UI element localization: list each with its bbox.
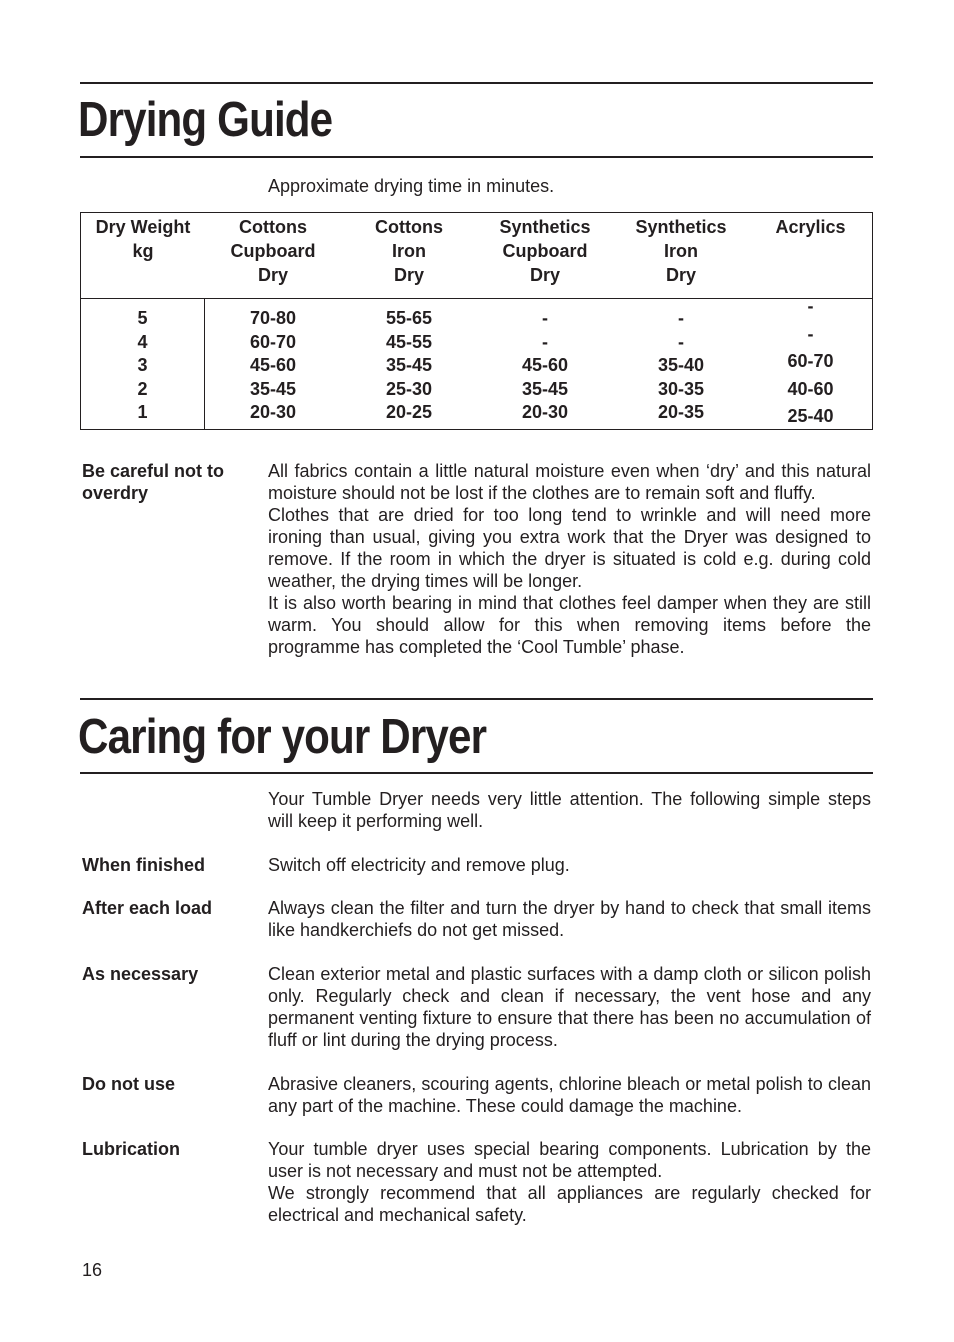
care-item-as-necessary: [80, 963, 873, 1051]
column-synthetics-cupboard: - - 45-60 35-45 20-30: [521, 308, 569, 423]
header-cottons-cupboard: Cottons Cupboard Dry: [205, 213, 341, 299]
column-cottons-iron: 55-65 45-55 35-45 25-30 20-25: [385, 308, 433, 423]
caring-title-underline: [80, 772, 873, 774]
care-item-when-finished: [80, 854, 873, 876]
caring-title: Caring for your Dryer: [78, 710, 487, 764]
header-dry-weight: Dry Weight kg: [81, 213, 205, 299]
care-item-label: As necessary: [82, 964, 199, 984]
care-item-label: Do not use: [82, 1074, 175, 1094]
care-item-after-each-load: [80, 897, 873, 941]
section-rule: [80, 698, 873, 700]
care-item-text: Your tumble dryer uses special bearing components. Lubrication by the user is not necessary and must not be attempted. We strongly recommend that all appliances are regularly checked for electrical and mechanical safety.: [268, 1139, 871, 1225]
care-item-label: Lubrication: [82, 1139, 180, 1159]
overdry-section: [80, 460, 873, 658]
overdry-text: All fabrics contain a little natural moisture even when ‘dry’ and this natural moisture should not be lost if the clothes are to remain soft and fluffy. Clothes that are dried for too long tend to wrinkle and will need more ironing than usual, giving you extra work that the Dryer was designed to remove. If the room in which the dryer is situated is cold e.g. during cold weather, the drying times will be longer. It is also worth bearing in mind that clothes feel damper when they are still warm. You should allow for this when removing items before the programme has completed the ‘Cool Tumble’ phase.: [268, 461, 871, 657]
care-item-lubrication: [80, 1138, 873, 1226]
top-rule: [80, 82, 873, 84]
header-synthetics-iron: Synthetics Iron Dry: [613, 213, 749, 299]
drying-guide-title: Drying Guide: [78, 93, 333, 147]
table-caption: Approximate drying time in minutes.: [268, 176, 555, 196]
care-item-text: Switch off electricity and remove plug.: [268, 855, 570, 875]
care-item-text: Clean exterior metal and plastic surfaces with a damp cloth or silicon polish only. Regularly check and clean if necessary, the vent hose and any permanent venting fixture to ensure that there has been no accumulation of fluff or lint during the drying process.: [268, 964, 871, 1050]
care-item-label: After each load: [82, 898, 213, 918]
column-dry-weight: 5 4 3 2 1: [81, 299, 205, 429]
overdry-label: Be careful not to overdry: [82, 461, 225, 503]
page-number: 16: [82, 1260, 103, 1280]
caring-intro-text: Your Tumble Dryer needs very little attention. The following simple steps will keep it performing well.: [268, 789, 871, 831]
header-synthetics-cupboard: Synthetics Cupboard Dry: [477, 213, 613, 299]
drying-time-table: [80, 212, 873, 430]
care-item-do-not-use: [80, 1073, 873, 1117]
care-item-label: When finished: [82, 855, 205, 875]
header-cottons-iron: Cottons Iron Dry: [341, 213, 477, 299]
care-item-text: Always clean the filter and turn the dryer by hand to check that small items like handkerchiefs do not get missed.: [268, 898, 871, 940]
column-acrylics: - - 60-70 40-60 25-40: [787, 296, 834, 426]
header-acrylics: Acrylics: [749, 213, 872, 299]
caring-intro: [80, 788, 873, 832]
column-cottons-cupboard: 70-80 60-70 45-60 35-45 20-30: [249, 308, 297, 423]
care-item-text: Abrasive cleaners, scouring agents, chlorine bleach or metal polish to clean any part of the machine. These could damage the machine.: [268, 1074, 871, 1116]
title-underline: [80, 156, 873, 158]
column-synthetics-iron: - - 35-40 30-35 20-35: [657, 308, 705, 423]
